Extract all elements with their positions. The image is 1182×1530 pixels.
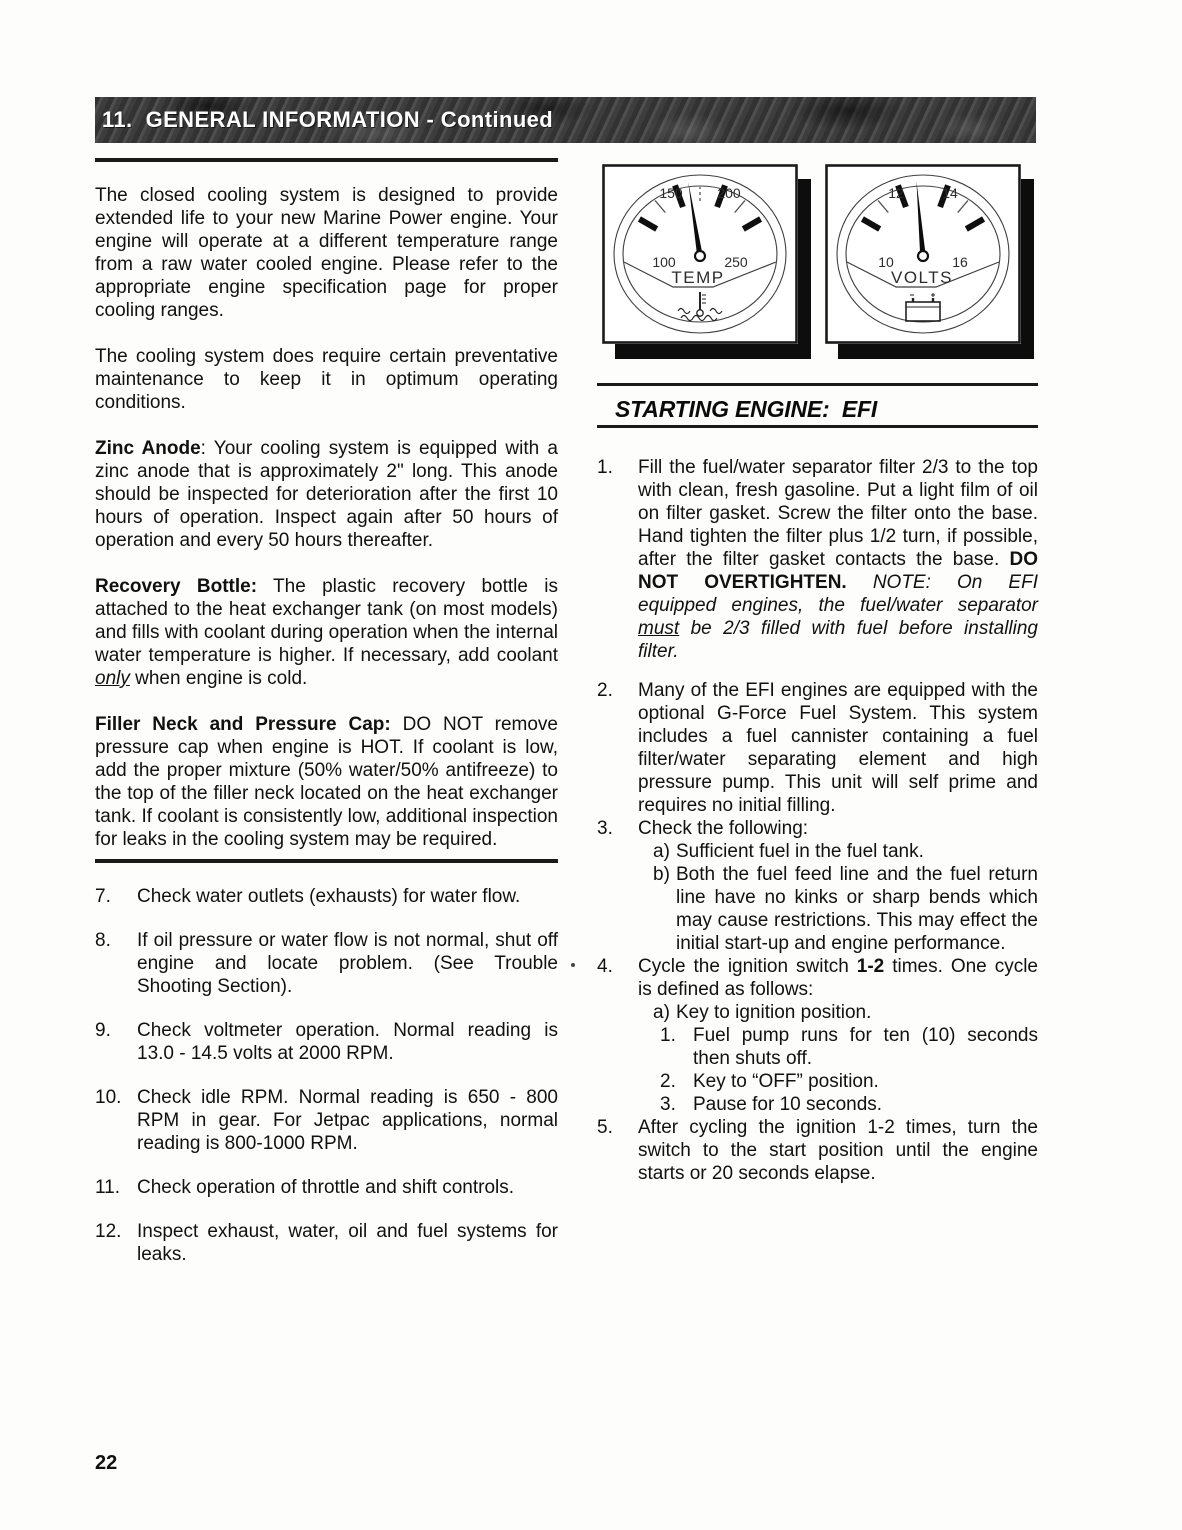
list-item-11 bbox=[95, 1176, 558, 1199]
temp-tick-label-250: 250 bbox=[724, 254, 748, 270]
step-number: 5. bbox=[597, 1117, 613, 1138]
list-item-8 bbox=[95, 929, 558, 998]
step-1-warning: DO NOT OVERTIGHTEN. bbox=[638, 549, 1038, 593]
sub-sub-text: Pause for 10 seconds. bbox=[693, 1094, 883, 1115]
list-item-number: 7. bbox=[95, 886, 111, 907]
step-text bbox=[638, 817, 1038, 955]
step-1-text: Fill the fuel/water separator filter 2/3 to the top with clean, fresh gasoline. Put a light film of oil on filter gasket. Screw the filter onto the base. Hand tighten the filter plus 1/2 turn, if possible, after the filter gasket contacts the base. bbox=[638, 457, 1038, 570]
sub-item-text: Both the fuel feed line and the fuel return line have no kinks or sharp bends which may cause restrictions. This may effect the initial start-up and engine performance. bbox=[676, 864, 1038, 954]
step-text bbox=[638, 955, 1038, 1116]
step-4a-3 bbox=[660, 1093, 1038, 1116]
sub-item-label: a) bbox=[653, 1002, 670, 1023]
temp-gauge-label: TEMP bbox=[671, 268, 725, 287]
sub-sub-number: 3. bbox=[660, 1094, 676, 1115]
step-5 bbox=[597, 1116, 1038, 1185]
sub-sub-text: Fuel pump runs for ten (10) seconds then shuts off. bbox=[693, 1025, 1038, 1069]
step-text bbox=[638, 456, 1038, 663]
recovery-only-emphasis: only bbox=[95, 668, 130, 689]
step-4-text-tail: times. One cycle is defined as follows: bbox=[638, 956, 1038, 1000]
top-divider-rule bbox=[95, 158, 558, 162]
section-header-bar bbox=[95, 97, 1036, 143]
needle-pivot bbox=[918, 251, 928, 261]
list-item-text: Check idle RPM. Normal reading is 650 - 800 RPM in gear. For Jetpac applications, normal reading is 800-1000 RPM. bbox=[137, 1087, 558, 1154]
step-4a-2 bbox=[660, 1070, 1038, 1093]
list-item-text: Check water outlets (exhausts) for water flow. bbox=[137, 886, 521, 907]
paragraph-filler-neck bbox=[95, 713, 558, 851]
step-text: Many of the EFI engines are equipped with the optional G-Force Fuel System. This system includes a fuel cannister containing a fuel filter/water separating element and high pressure pump. This unit will self prime and requires no initial filling. bbox=[638, 680, 1038, 816]
step-3-intro: Check the following: bbox=[638, 818, 809, 839]
step-number: 4. bbox=[597, 956, 613, 977]
volt-tick-label-10: 10 bbox=[878, 254, 894, 270]
page-number: 22 bbox=[95, 1452, 118, 1474]
step-3a bbox=[653, 840, 1038, 863]
list-item-text: Check operation of throttle and shift controls. bbox=[137, 1177, 515, 1198]
right-column bbox=[597, 164, 1038, 1185]
step-2 bbox=[597, 679, 1038, 817]
sub-sub-text: Key to “OFF” position. bbox=[693, 1071, 879, 1092]
step-number: 3. bbox=[597, 818, 613, 839]
voltmeter-gauge-drawing bbox=[825, 164, 1021, 344]
volt-tick-label-16: 16 bbox=[952, 254, 968, 270]
needle-pivot bbox=[695, 251, 705, 261]
gauge-illustrations bbox=[602, 164, 1038, 344]
paragraph-closed-cooling: The closed cooling system is designed to provide extended life to your new Marine Power engine. Your engine will operate at a different temperature range from a raw water cooled engine. Please refer to the appropriate engine specification page for proper cooling ranges. bbox=[95, 185, 558, 321]
gauge-divider-rule bbox=[597, 383, 1038, 386]
mid-divider-rule bbox=[95, 859, 558, 863]
paragraph-zinc-anode bbox=[95, 437, 558, 552]
sub-item-label: a) bbox=[653, 841, 670, 862]
list-item-number: 8. bbox=[95, 930, 111, 951]
step-1-note: NOTE: On EFI equipped engines, the fuel/water separator bbox=[638, 572, 1038, 616]
step-3b bbox=[653, 863, 1038, 955]
recovery-bottle-tail: when engine is cold. bbox=[129, 668, 308, 689]
temp-tick-label-100: 100 bbox=[652, 254, 676, 270]
step-1-must-emphasis: must bbox=[638, 618, 680, 639]
list-item-text: Check voltmeter operation. Normal reading is 13.0 - 14.5 volts at 2000 RPM. bbox=[137, 1020, 558, 1064]
zinc-anode-body: : Your cooling system is equipped with a zinc anode that is approximately 2" long. This anode should be inspected for deterioration after the first 10 hours of operation. Inspect again after 50 hours of operation and every 50 hours thereafter. bbox=[95, 438, 558, 551]
volt-tick-label-14: 14 bbox=[942, 185, 958, 201]
list-item-9 bbox=[95, 1019, 558, 1065]
step-4-cycles-bold: 1-2 bbox=[856, 956, 885, 977]
paragraph-maintenance: The cooling system does require certain preventative maintenance to keep it in optimum operating conditions. bbox=[95, 346, 558, 413]
step-4-intro bbox=[638, 955, 1038, 1001]
list-item-text: If oil pressure or water flow is not normal, shut off engine and locate problem. (See Trouble Shooting Section). bbox=[137, 930, 558, 997]
volt-gauge-label: VOLTS bbox=[891, 268, 953, 287]
step-4 bbox=[597, 955, 1038, 1116]
temp-tick-label-200: 200 bbox=[717, 185, 741, 201]
temperature-gauge-drawing bbox=[602, 164, 798, 344]
step-number: 2. bbox=[597, 680, 613, 701]
scan-artifact-dot bbox=[571, 963, 575, 967]
section-title-starting-engine: STARTING ENGINE: EFI bbox=[615, 396, 878, 422]
paragraph-recovery-bottle bbox=[95, 575, 558, 690]
left-column bbox=[95, 158, 558, 1287]
step-1 bbox=[597, 456, 1038, 663]
sub-item-text: Sufficient fuel in the fuel tank. bbox=[676, 841, 924, 862]
list-item-number: 12. bbox=[95, 1221, 122, 1242]
step-1-note-tail: be 2/3 filled with fuel before installing filter. bbox=[638, 618, 1038, 662]
list-item-number: 9. bbox=[95, 1020, 111, 1041]
list-item-text: Inspect exhaust, water, oil and fuel systems for leaks. bbox=[137, 1221, 558, 1265]
recovery-bottle-body: The plastic recovery bottle is attached to the heat exchanger tank (on most models) and fills with coolant during operation when the internal water temperature is higher. If necessary, add coolant bbox=[95, 576, 558, 666]
sub-item-label: b) bbox=[653, 864, 670, 885]
step-number: 1. bbox=[597, 457, 613, 478]
list-item-10 bbox=[95, 1086, 558, 1155]
sub-sub-number: 2. bbox=[660, 1071, 676, 1092]
temperature-gauge bbox=[602, 164, 798, 344]
zinc-anode-lead: Zinc Anode bbox=[95, 438, 201, 459]
step-4a bbox=[653, 1001, 1038, 1024]
title-underline-rule bbox=[597, 425, 1038, 428]
recovery-bottle-lead: Recovery Bottle: bbox=[95, 576, 258, 597]
filler-neck-body: DO NOT remove pressure cap when engine is HOT. If coolant is low, add the proper mixture (50% water/50% antifreeze) to the top of the filler neck located on the heat exchanger tank. If coolant is consistently low, additional inspection for leaks in the cooling system may be required. bbox=[95, 714, 558, 850]
filler-neck-lead: Filler Neck and Pressure Cap: bbox=[95, 714, 391, 735]
starting-engine-steps bbox=[597, 456, 1038, 1185]
sub-sub-number: 1. bbox=[660, 1025, 676, 1046]
step-4a-1 bbox=[660, 1024, 1038, 1070]
step-4-text: Cycle the ignition switch bbox=[638, 956, 857, 977]
step-text: After cycling the ignition 1-2 times, turn the switch to the start position until the engine starts or 20 seconds elapse. bbox=[638, 1117, 1038, 1184]
list-item-7 bbox=[95, 885, 558, 908]
volt-tick-label-12: 12 bbox=[888, 185, 904, 201]
step-3 bbox=[597, 817, 1038, 955]
sub-item-text: Key to ignition position. bbox=[676, 1002, 872, 1023]
list-item-12 bbox=[95, 1220, 558, 1266]
voltmeter-gauge bbox=[825, 164, 1021, 344]
list-item-number: 10. bbox=[95, 1087, 122, 1108]
temp-tick-label-150: 150 bbox=[659, 185, 683, 201]
list-item-number: 11. bbox=[95, 1177, 121, 1198]
section-header-title: 11. GENERAL INFORMATION - Continued bbox=[102, 107, 554, 132]
